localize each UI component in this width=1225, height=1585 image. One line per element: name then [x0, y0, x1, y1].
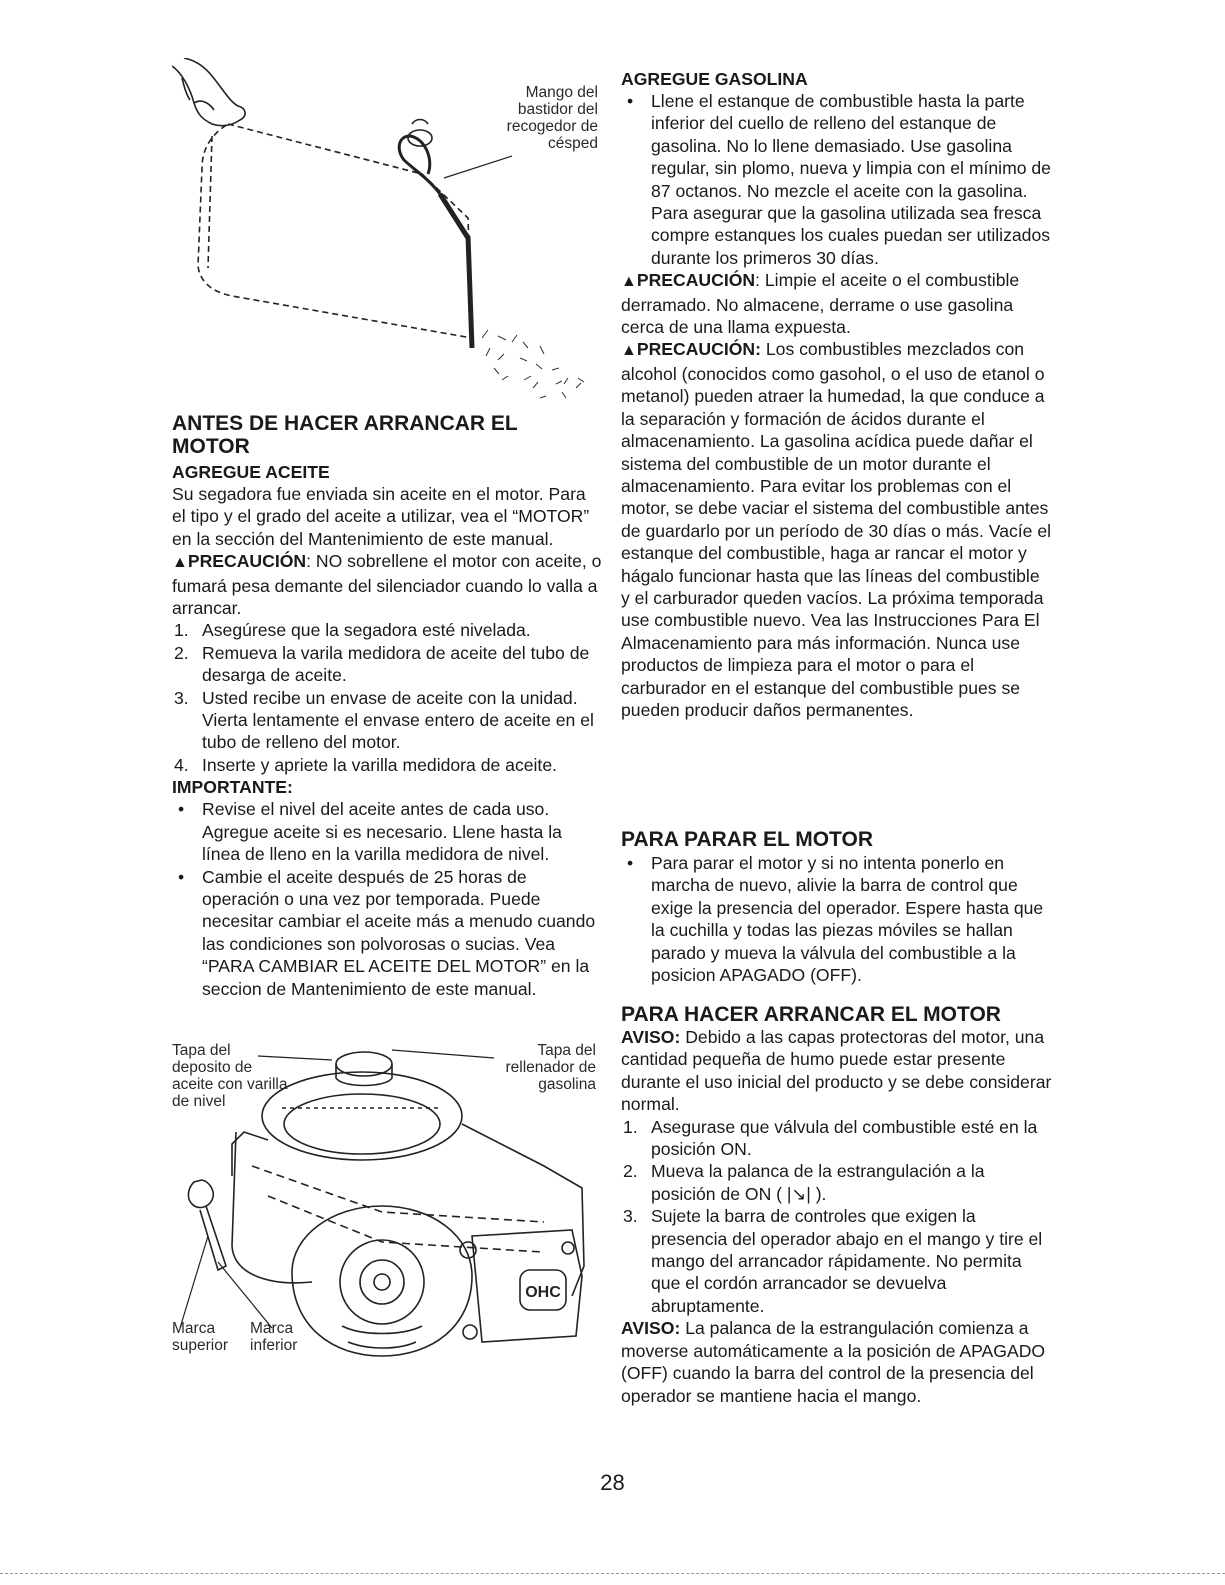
step-number: 3. — [623, 1206, 638, 1227]
importante-bullet-2 — [172, 866, 604, 1000]
oil-step-3 — [172, 687, 604, 754]
oil-step-2 — [172, 642, 604, 687]
warning-triangle-icon: ▲ — [621, 273, 637, 291]
aviso-text: La palanca de la estrangulación comienza a moverse automáticamente a la posición de APAGADO (OFF) cuando la barra del control de la presencia del operador se mantiene hacia el mango. — [621, 1318, 1046, 1406]
page-edge-divider — [0, 1573, 1225, 1574]
heading-stop-engine-text: PARA PARAR EL MOTOR — [621, 828, 874, 851]
caution-text: : Limpie el aceite o el combustible derramado. No almacene, derrame o use gasolina cerca de una llama expuesta. — [621, 270, 1020, 338]
aviso-2 — [621, 1317, 1053, 1407]
bullet-text: Cambie el aceite después de 25 horas de operación o una vez por temporada. Puede necesitar cambiar el aceite más a menudo cuando las condiciones son polvorosas o sucias. Vea “PARA CAMBIAR EL ACEITE DEL MOTOR” en la seccion de Mantenimiento de este manual. — [202, 866, 596, 999]
heading-stop-engine — [621, 828, 1053, 851]
bullet-icon: • — [178, 866, 185, 887]
aviso-label: AVISO: — [621, 1027, 681, 1047]
step-text: Inserte y apriete la varilla medidora de aceite. — [202, 754, 557, 775]
warning-triangle-icon: ▲ — [621, 342, 637, 360]
step-number: 1. — [623, 1116, 638, 1137]
oil-caution — [172, 550, 604, 619]
aviso-text: Debido a las capas protectoras del motor, una cantidad pequeña de humo puede estar presente durante el uso inicial del producto y se debe considerar normal. — [621, 1027, 1052, 1115]
bullet-icon: • — [178, 799, 185, 820]
oil-step-1 — [172, 619, 604, 641]
bullet-text: Revise el nivel del aceite antes de cada uso. Agregue aceite si es necesario. Llene hasta la línea de lleno en la varilla medidora de nivel. — [202, 799, 562, 865]
gasoline-caution-2 — [621, 338, 1053, 721]
step-text: Asegúrese que la segadora esté nivelada. — [202, 620, 531, 641]
start-step-1 — [621, 1116, 1053, 1161]
upper-mark-label-text: Marca superior — [172, 1320, 228, 1354]
bullet-icon: • — [627, 853, 634, 873]
start-engine-section — [621, 1026, 1053, 1407]
start-step-3 — [621, 1205, 1053, 1317]
aviso-1 — [621, 1026, 1053, 1116]
gasoline-caution-1 — [621, 269, 1053, 338]
fuel-cap-label — [498, 1042, 596, 1093]
oil-caution-label: PRECAUCIÓN — [187, 551, 307, 572]
step-text: Asegurase que válvula del combustible esté en la posición ON. — [651, 1116, 1038, 1160]
stop-engine-bullet — [621, 852, 1053, 986]
add-oil-subheading: AGREGUE ACEITE — [172, 462, 330, 482]
step-text: Sujete la barra de controles que exigen la presencia del operador abajo en el mango y tire el mango del arrancador rápidamente. No permita que el cordón arrancador se devuelva abruptamente. — [651, 1206, 1043, 1316]
warning-triangle-icon: ▲ — [172, 554, 188, 572]
heading-before-starting-text: ANTES DE HACER ARRANCAR EL MOTOR — [172, 412, 518, 458]
heading-before-starting — [172, 412, 572, 458]
step-number: 2. — [174, 642, 189, 663]
caution-label: PRECAUCIÓN: — [636, 339, 761, 360]
oil-step-4 — [172, 754, 604, 776]
bullet-text: Para parar el motor y si no intenta ponerlo en marcha de nuevo, alivie la barra de control que exige la presencia del operador. Espere hasta que la cuchilla y todas las piezas móviles se hallan parado y mueva la válvula del combustible a la posicion APAGADO (OFF). — [651, 853, 1044, 986]
step-number: 3. — [174, 687, 189, 708]
step-number: 1. — [174, 620, 189, 641]
bullet-icon: • — [627, 91, 634, 111]
add-gasoline-section — [621, 68, 1053, 721]
oil-cap-label-text: Tapa del deposito de aceite con varilla de nivel — [172, 1042, 288, 1110]
heading-start-engine — [621, 1003, 1053, 1026]
fuel-cap-label-text: Tapa del rellenador de gasolina — [505, 1042, 596, 1093]
caution-text: Los combustibles mezclados con alcohol (conocidos como gasohol, o el uso de etanol o metanol) pueden atraer la humedad, la que conduce a la separación y formación de ácidos durante el almacenamiento. La gasolina acídica puede dañar el sistema del combustible de un motor durante el almacenamiento. Para evitar los problemas con el motor, se debe vaciar el sistema del combustible antes de guardarlo por un período de 30 días o más. Vacíe el estanque del combustible, haga ar rancar el motor y hágalo funcionar hasta que las líneas del combustible y el carburador queden vacíos. La próxima temporada use combustible nuevo. Vea las Instrucciones Para El Almacenamiento para más información. Nunca use productos de limpieza para el motor o para el carburador en el estanque del combustible pues se pueden producir daños permanentes. — [621, 339, 1052, 720]
upper-mark-label — [172, 1320, 242, 1354]
gasoline-bullet — [621, 90, 1053, 269]
caution-label: PRECAUCIÓN — [636, 270, 756, 291]
add-gasoline-subheading: AGREGUE GASOLINA — [621, 69, 808, 89]
lower-mark-label — [250, 1320, 320, 1354]
step-number: 4. — [174, 754, 189, 775]
add-oil-section — [172, 461, 604, 1000]
step-text: Usted recibe un envase de aceite con la unidad. Vierta lentamente el envase entero de aceite en el tubo de relleno del motor. — [202, 687, 594, 753]
oil-caution-text: : NO sobrellene el motor con aceite, o fumará pesa demante del silenciador cuando lo valla a arrancar. — [172, 551, 602, 619]
grass-catcher-handle-label-text: Mango del bastidor del recogedor de césped — [506, 84, 598, 152]
importante-bullet-1 — [172, 798, 604, 865]
step-text: Mueva la palanca de la estrangulación a la posición de ON ( |↘| ). — [651, 1161, 985, 1204]
importante-label: IMPORTANTE: — [172, 777, 293, 798]
step-number: 2. — [623, 1161, 638, 1182]
step-text: Remueva la varila medidora de aceite del tubo de desarga de aceite. — [202, 642, 590, 686]
page-number: 28 — [600, 1470, 625, 1495]
start-step-2 — [621, 1160, 1053, 1205]
oil-cap-label — [172, 1042, 292, 1110]
lower-mark-label-text: Marca inferior — [250, 1320, 298, 1354]
engine-badge-text: OHC — [525, 1284, 561, 1301]
bullet-text: Llene el estanque de combustible hasta la parte inferior del cuello de relleno del estanque de gasolina. No lo llene demasiado. Use gasolina regular, sin plomo, nueva y limpia con el mínimo de 87 octanos. No mezcle el aceite con la gasolina. Para asegurar que la gasolina utilizada sea fresca compre estanques los cuales puedan ser utilizados durante los primeros 30 días. — [651, 91, 1051, 268]
aviso-label: AVISO: — [621, 1318, 681, 1339]
grass-catcher-handle-label — [490, 84, 598, 152]
add-oil-paragraph: Su segadora fue enviada sin aceite en el motor. Para el tipo y el grado del aceite a utilizar, vea el “MOTOR” en la sección del Mantenimiento de este manual. — [172, 484, 590, 549]
stop-engine-section — [621, 852, 1053, 986]
heading-start-engine-text: PARA HACER ARRANCAR EL MOTOR — [621, 1003, 1001, 1026]
